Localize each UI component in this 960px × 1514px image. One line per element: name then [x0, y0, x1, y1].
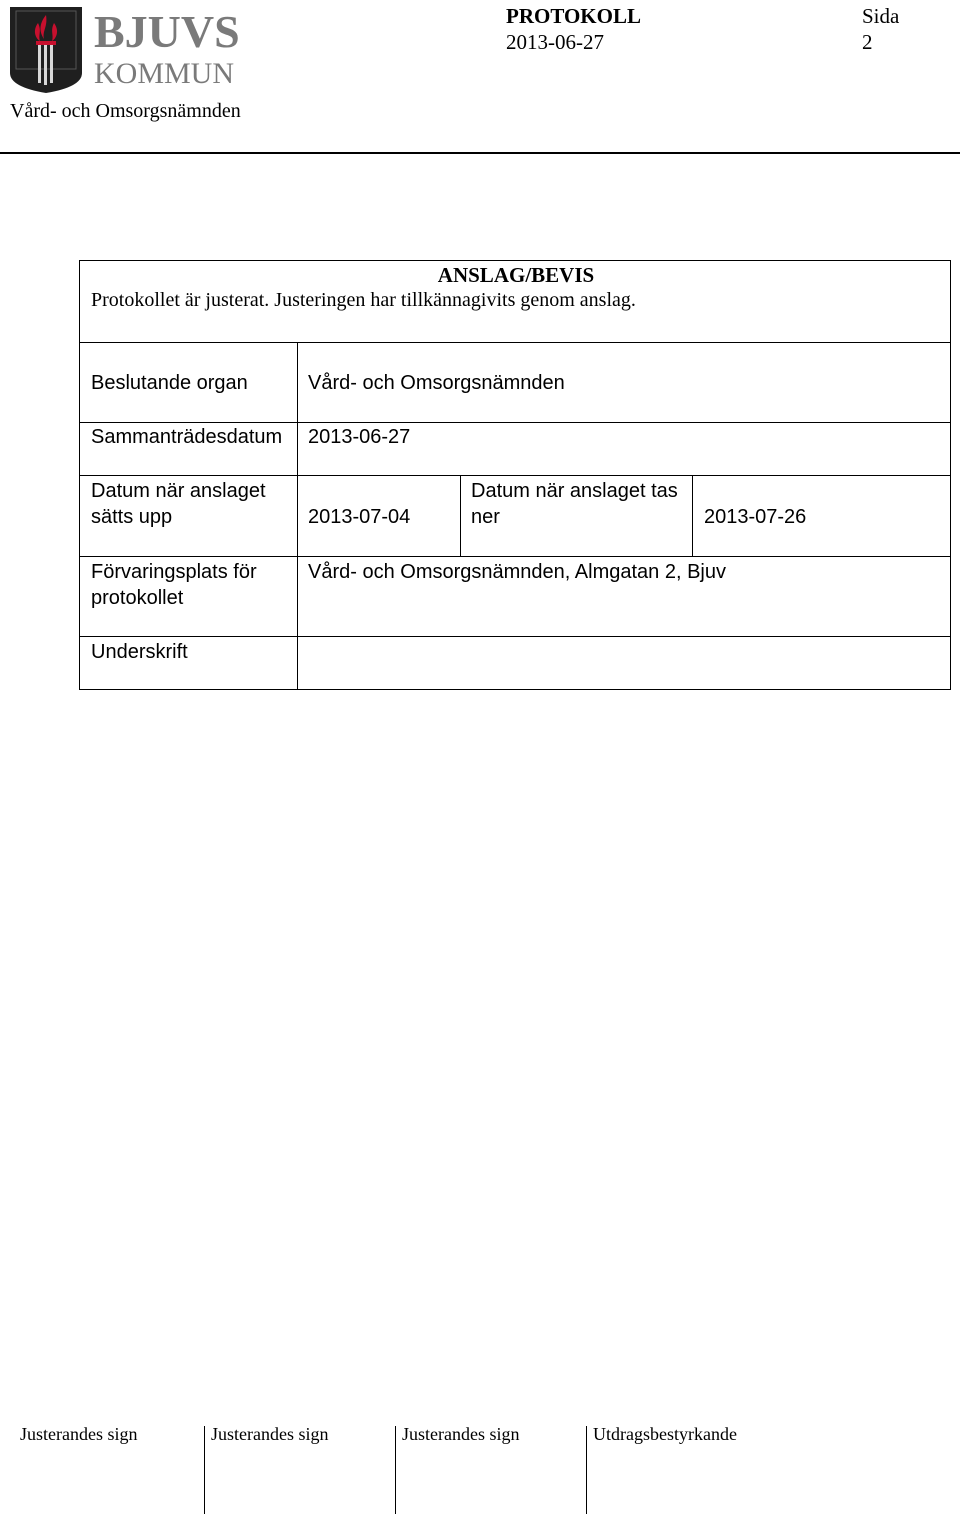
footer-divider	[395, 1426, 396, 1514]
footer-sign-1: Justerandes sign	[20, 1424, 138, 1444]
removed-date-label-line1: Datum när anslaget tas	[471, 480, 678, 502]
document-date: 2013-06-27	[506, 30, 604, 54]
signature-label: Underskrift	[91, 641, 188, 663]
footer-sign-2: Justerandes sign	[211, 1424, 329, 1444]
decision-body-value: Vård- och Omsorgsnämnden	[308, 372, 565, 394]
meeting-date-value: 2013-06-27	[308, 426, 411, 448]
page-number: 2	[862, 30, 873, 54]
column-divider	[297, 342, 298, 690]
decision-body-label: Beslutande organ	[91, 372, 248, 394]
logo-brand-sub: KOMMUN	[94, 57, 235, 90]
footer-sign-3: Justerandes sign	[402, 1424, 520, 1444]
header-divider	[0, 152, 960, 154]
row-divider	[80, 636, 950, 637]
storage-label-line1: Förvaringsplats för	[91, 561, 257, 583]
notice-heading: ANSLAG/BEVIS	[437, 263, 595, 287]
posted-date-label-line1: Datum när anslaget	[91, 480, 266, 502]
removed-date-value: 2013-07-26	[704, 506, 807, 528]
department-name: Vård- och Omsorgsnämnden	[10, 100, 241, 122]
column-divider	[460, 475, 461, 556]
removed-date-label-line2: ner	[471, 506, 500, 528]
footer-divider	[586, 1426, 587, 1514]
footer-divider	[204, 1426, 205, 1514]
storage-label-line2: protokollet	[91, 587, 184, 609]
logo-brand-name: BJUVS	[94, 6, 240, 57]
row-divider	[80, 556, 950, 557]
document-type: PROTOKOLL	[506, 4, 641, 28]
meeting-date-label: Sammanträdesdatum	[91, 426, 283, 448]
row-divider	[80, 342, 950, 343]
bjuvs-kommun-logo	[8, 3, 248, 95]
storage-value: Vård- och Omsorgsnämnden, Almgatan 2, Bjuv	[308, 561, 726, 583]
row-divider	[80, 475, 950, 476]
posted-date-label-line2: sätts upp	[91, 506, 173, 528]
notice-table	[79, 260, 951, 690]
column-divider	[692, 475, 693, 556]
storage-label	[91, 559, 257, 611]
notice-intro: Protokollet är justerat. Justeringen har tillkännagivits genom anslag.	[91, 289, 636, 311]
torch-shield-icon	[10, 7, 82, 93]
signature-field	[308, 639, 938, 679]
page-label: Sida	[862, 4, 900, 28]
posted-date-label	[91, 478, 266, 530]
removed-date-label	[471, 478, 678, 530]
row-divider	[80, 422, 950, 423]
posted-date-value: 2013-07-04	[308, 506, 411, 528]
footer-extract-certification: Utdragsbestyrkande	[593, 1424, 737, 1444]
